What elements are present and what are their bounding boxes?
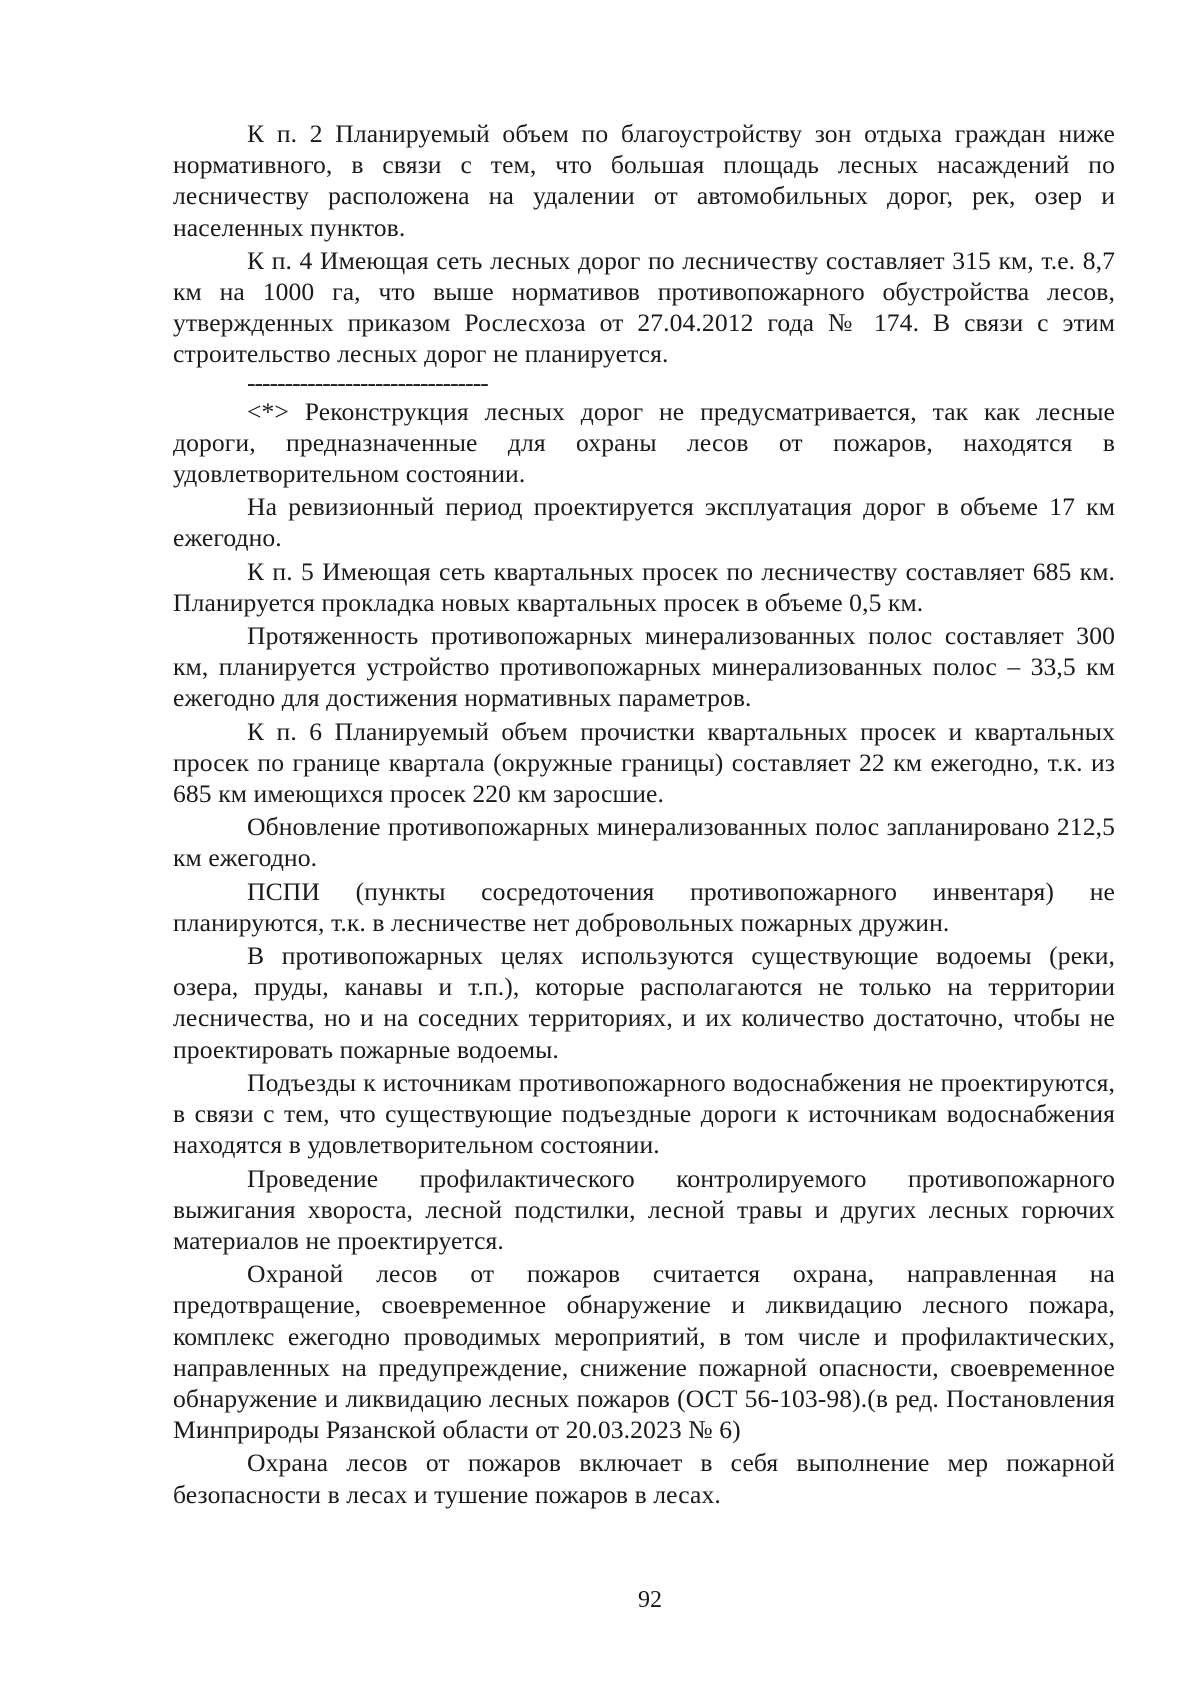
- paragraph-water-bodies: В противопожарных целях используются существующие водоемы (реки, озера, пруды, канавы и т.п.), которые располагаются не только на территории лесничества, но и на соседних территориях, и их количество достаточно, чтобы не проектировать пожарные водоемы.: [173, 941, 1115, 1064]
- paragraph-clearing-cleanup: К п. 6 Планируемый объем прочистки квартальных просек и квартальных просек по границе квартала (окружные границы) составляет 22 км ежегодно, т.к. из 685 км имеющихся просек 220 км заросшие.: [173, 716, 1115, 809]
- paragraph-water-access: Подъезды к источникам противопожарного водоснабжения не проектируются, в связи с тем, что существующие подъездные дороги к источникам водоснабжения находятся в удовлетворительном состоянии.: [173, 1067, 1115, 1160]
- document-page: [173, 118, 1115, 1510]
- paragraph-controlled-burning: Проведение профилактического контролируемого противопожарного выжигания хвороста, лесной подстилки, лесной травы и других лесных горючих материалов не проектируется.: [173, 1163, 1115, 1255]
- paragraph-quarter-clearings: К п. 5 Имеющая сеть квартальных просек по лесничеству составляет 685 км. Планируется прокладка новых квартальных просек в объеме 0,5 км.: [173, 556, 1115, 617]
- paragraph-road-maintenance: На ревизионный период проектируется эксплуатация дорог в объеме 17 км ежегодно.: [173, 492, 1115, 553]
- footnote-separator: --------------------------------: [247, 367, 488, 397]
- paragraph-footnote-reconstruction: <*> Реконструкция лесных дорог не предусматривается, так как лесные дороги, предназначенные для охраны лесов от пожаров, находятся в удовлетворительном состоянии.: [173, 396, 1115, 489]
- paragraph-fire-equipment-points: ПСПИ (пункты сосредоточения противопожарного инвентаря) не планируются, т.к. в лесничестве нет добровольных пожарных дружин.: [173, 876, 1115, 937]
- paragraph-fire-protection-definition: Охраной лесов от пожаров считается охрана, направленная на предотвращение, своевременное обнаружение и ликвидацию лесного пожара, комплекс ежегодно проводимых мероприятий, в том числе и профилактических, направленных на предупреждение, снижение пожарной опасности, своевременное обнаружение и ликвидацию лесных пожаров (ОСТ 56-103-98).(в ред. Постановления Минприроды Рязанской области от 20.03.2023 № 6): [173, 1259, 1115, 1445]
- paragraph-fire-protection-measures: Охрана лесов от пожаров включает в себя выполнение мер пожарной безопасности в лесах и тушение пожаров в лесах.: [173, 1448, 1115, 1509]
- paragraph-forest-roads: К п. 4 Имеющая сеть лесных дорог по лесничеству составляет 315 км, т.е. 8,7 км на 1000 га, что выше нормативов противопожарного обустройства лесов, утвержденных приказом Рослесхоза от 27.04.2012 года № 174. В связи с этим строительство лесных дорог не планируется.: [173, 245, 1115, 369]
- paragraph-strip-renewal: Обновление противопожарных минерализованных полос запланировано 212,5 км ежегодно.: [173, 812, 1115, 873]
- paragraph-roads-recreation: К п. 2 Планируемый объем по благоустройству зон отдыха граждан ниже нормативного, в связи с тем, что большая площадь лесных насаждений по лесничеству расположена на удалении от автомобильных дорог, рек, озер и населенных пунктов.: [173, 119, 1115, 242]
- page-number: 92: [638, 1587, 662, 1613]
- paragraph-mineralized-strips: Протяженность противопожарных минерализованных полос составляет 300 км, планируется устройство противопожарных минерализованных полос – 33,5 км ежегодно для достижения нормативных параметров.: [173, 621, 1115, 713]
